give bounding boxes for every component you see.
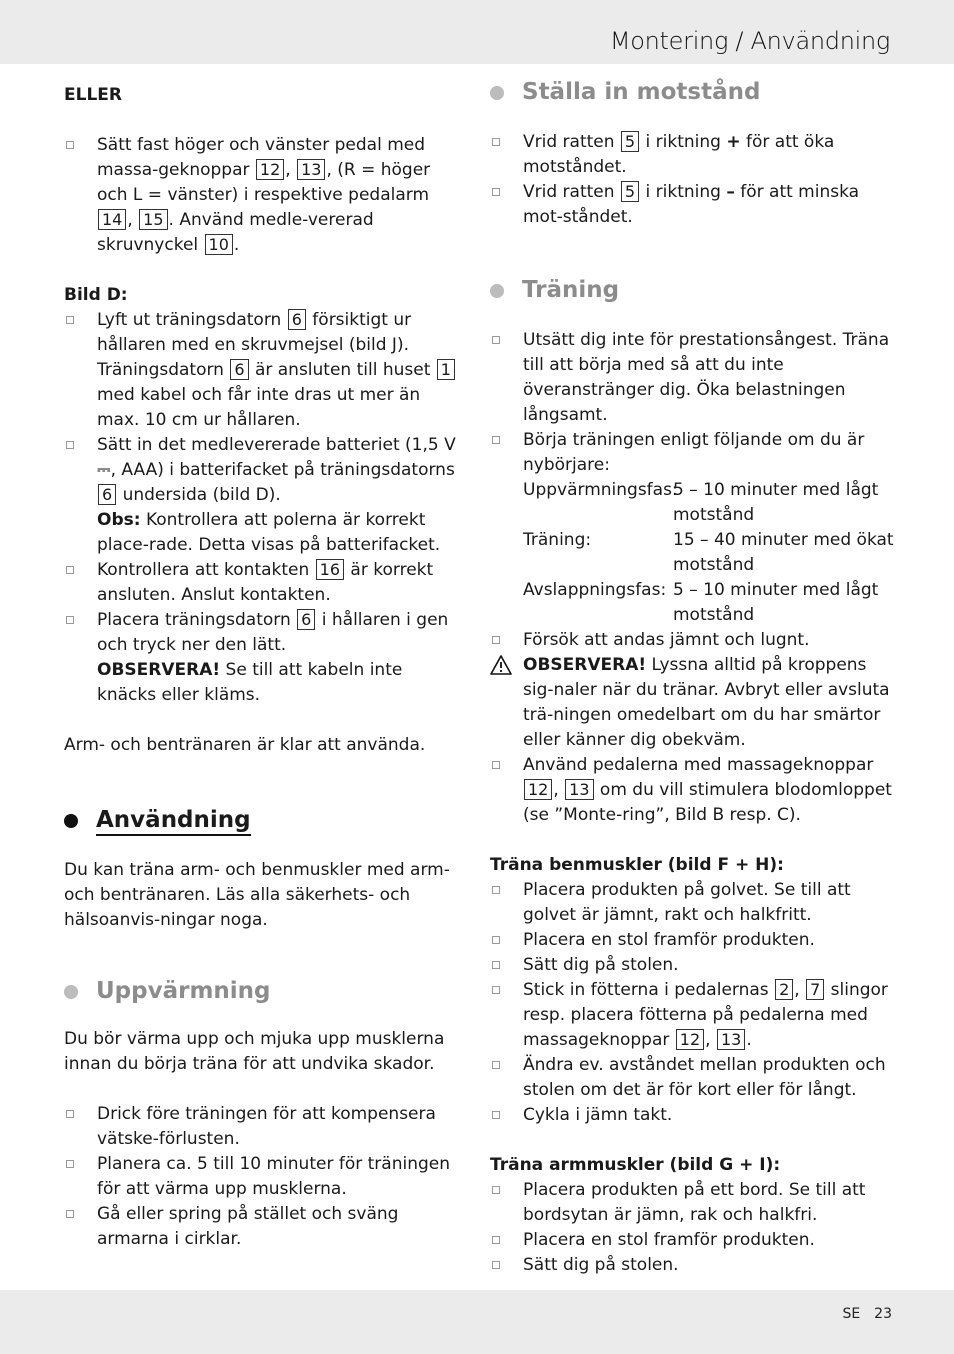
text: Planera ca. 5 till 10 minuter för träningen för att värma upp musklerna.: [97, 1154, 450, 1199]
list-item: [490, 1053, 894, 1103]
bullet-dot-icon: [490, 284, 504, 298]
text: . Använd medle-vererad skruvnyckel: [97, 210, 374, 255]
text: Vrid ratten: [523, 132, 620, 152]
text: Sätt dig på stolen.: [523, 1255, 679, 1275]
checkbox-icon: [66, 616, 74, 624]
ref-number: 13: [717, 1029, 745, 1050]
list-item: [490, 1103, 894, 1128]
ref-number: 15: [139, 209, 167, 230]
text: Kontrollera att polerna är korrekt place-rade. Detta visas på batterifacket.: [97, 510, 441, 555]
page-number: 23: [874, 1306, 892, 1322]
arm-label: Träna armmuskler (bild G + I):: [490, 1155, 781, 1175]
list-item: [64, 1102, 464, 1152]
header-bar: [0, 0, 954, 64]
text: , AAA) i batterifacket på träningsdatorns: [110, 460, 455, 480]
footer-text: [828, 1306, 892, 1322]
text: om du vill stimulera blodomloppet (se ”Monte-ring”, Bild B resp. C).: [523, 780, 892, 825]
uppvarmning-text: Du bör värma upp och mjuka upp musklerna innan du börja träna för att undvika skador.: [64, 1029, 445, 1074]
list-item: [490, 1253, 894, 1278]
list-item: [490, 928, 894, 953]
list-item: [490, 878, 894, 928]
checkbox-icon: [66, 1160, 74, 1168]
motstand-list: [490, 130, 894, 230]
text: i hållaren i gen och tryck ner den lätt.: [97, 610, 449, 655]
checkbox-icon: [66, 316, 74, 324]
checkbox-icon: [492, 636, 500, 644]
checkbox-icon: [66, 1110, 74, 1118]
text: i riktning: [640, 132, 727, 152]
right-column: [490, 80, 894, 1278]
text: Placera en stol framför produkten.: [523, 930, 815, 950]
checkbox-icon: [66, 141, 74, 149]
phase-row: [523, 528, 894, 578]
ref-number: 7: [806, 979, 824, 1000]
text: Placera produkten på ett bord. Se till att bordsytan är jämn, rak och halkfri.: [523, 1180, 866, 1225]
page-title: Montering / Användning: [609, 27, 890, 55]
ref-number: 5: [621, 181, 639, 202]
checkbox-icon: [492, 936, 500, 944]
left-column: [64, 80, 464, 1252]
text: ,: [127, 210, 139, 230]
text: Vrid ratten: [523, 182, 620, 202]
text: Placera träningsdatorn: [97, 610, 297, 630]
arm-list: [490, 1178, 894, 1278]
ben-label: Träna benmuskler (bild F + H):: [490, 855, 784, 875]
phase-row: [523, 578, 894, 628]
list-item: [64, 608, 464, 708]
observera-label: OBSERVERA!: [97, 660, 221, 680]
warning-label: OBSERVERA!: [523, 655, 647, 675]
text: Försök att andas jämnt och lugnt.: [523, 630, 810, 650]
phase-row: [523, 478, 894, 528]
section-heading-anvandning: [64, 806, 464, 836]
text: Lyssna alltid på kroppens sig-naler när du tränar. Avbryt eller avsluta trä-ningen omedelbart om du har smärtor eller känner dig obekväm.: [523, 655, 890, 750]
dc-symbol-icon: ⎓: [97, 460, 111, 480]
minus-sign: –: [726, 182, 735, 202]
phase-value: 5 – 10 minuter med lågt motstånd: [673, 580, 879, 625]
ref-number: 6: [297, 609, 315, 630]
checkbox-icon: [492, 961, 500, 969]
text: Använd pedalerna med massageknoppar: [523, 755, 874, 775]
ben-list: [490, 878, 894, 1128]
checkbox-icon: [492, 761, 500, 769]
ref-number: 12: [676, 1029, 704, 1050]
bullet-dot-icon: [64, 985, 78, 999]
checkbox-icon: [492, 436, 500, 444]
heading-text: Användning: [96, 806, 251, 836]
phase-name: Avslappningsfas:: [523, 580, 667, 600]
text: är ansluten till huset: [249, 360, 436, 380]
bullet-dot-icon: [64, 814, 78, 828]
warning-item: [490, 653, 894, 753]
text: Placera produkten på golvet. Se till att golvet är jämnt, rakt och halkfritt.: [523, 880, 851, 925]
eller-label: ELLER: [64, 85, 122, 105]
list-item: [64, 133, 464, 258]
text: .: [233, 235, 240, 255]
list-item: [490, 1178, 894, 1228]
list-item: [64, 433, 464, 558]
list-item: [490, 978, 894, 1053]
text: Utsätt dig inte för prestationsångest. Träna till att börja med så att du inte överanstränger dig. Öka belastningen långsamt.: [523, 330, 890, 425]
text: ,: [794, 980, 806, 1000]
checkbox-icon: [492, 1236, 500, 1244]
list-item: [490, 1228, 894, 1253]
list-item: [490, 428, 894, 628]
ref-number: 5: [621, 131, 639, 152]
text: Kontrollera att kontakten: [97, 560, 315, 580]
list-item: [490, 753, 894, 828]
text: Sätt dig på stolen.: [523, 955, 679, 975]
footer-bar: [0, 1290, 954, 1354]
anvandning-text: Du kan träna arm- och benmuskler med arm- och bentränaren. Läs alla säkerhets- och hälsoanvis-ningar noga.: [64, 860, 450, 930]
text: för att minska mot-ståndet.: [523, 182, 860, 227]
ready-text: Arm- och bentränaren är klar att använda.: [64, 735, 426, 755]
checkbox-icon: [492, 1111, 500, 1119]
phase-value: 15 – 40 minuter med ökat motstånd: [673, 530, 894, 575]
text: för att öka motståndet.: [523, 132, 835, 177]
checkbox-icon: [492, 886, 500, 894]
checkbox-icon: [492, 1261, 500, 1269]
phase-value: 5 – 10 minuter med lågt motstånd: [673, 480, 879, 525]
checkbox-icon: [66, 566, 74, 574]
phase-name: Uppvärmningsfas:: [523, 480, 678, 500]
ref-number: 6: [288, 309, 306, 330]
text: .: [746, 1030, 752, 1050]
list-item: [64, 1202, 464, 1252]
bild-d-label: Bild D:: [64, 285, 128, 305]
text: , (R = höger och L = vänster) i respektive pedalarm: [97, 160, 431, 205]
warning-triangle-icon: [490, 655, 512, 675]
ref-number: 13: [565, 779, 593, 800]
text: Drick före träningen för att kompensera vätske-förlusten.: [97, 1104, 436, 1149]
checkbox-icon: [66, 441, 74, 449]
text: slingor resp. placera fötterna på pedalerna med massageknoppar: [523, 980, 888, 1050]
text: i riktning: [640, 182, 727, 202]
heading-text: Träning: [522, 277, 620, 303]
text: Placera en stol framför produkten.: [523, 1230, 815, 1250]
heading-text: Uppvärmning: [96, 978, 271, 1004]
bullet-dot-icon: [490, 86, 504, 100]
traning-list: [490, 328, 894, 828]
ref-number: 12: [524, 779, 552, 800]
obs-label: Obs:: [97, 510, 141, 530]
plus-sign: +: [726, 132, 741, 152]
list-item: [64, 308, 464, 433]
list-item: [490, 328, 894, 428]
uppvarmning-list: [64, 1102, 464, 1252]
ref-number: 2: [775, 979, 793, 1000]
text: med kabel och får inte dras ut mer än max. 10 cm ur hållaren.: [97, 385, 421, 430]
section-heading-traning: [490, 278, 894, 303]
text: undersida (bild D).: [117, 485, 281, 505]
section-heading-motstand: [490, 80, 894, 105]
text: Sätt in det medlevererade batteriet (1,5 V: [97, 435, 456, 455]
list-item: [64, 1152, 464, 1202]
text: Cykla i jämn takt.: [523, 1105, 673, 1125]
ref-number: 14: [98, 209, 126, 230]
ref-number: 12: [256, 159, 284, 180]
text: Gå eller spring på stället och sväng armarna i cirklar.: [97, 1204, 399, 1249]
ref-number: 16: [316, 559, 344, 580]
language-code: SE: [842, 1306, 861, 1322]
heading-text: Ställa in motstånd: [522, 79, 761, 105]
text: ,: [285, 160, 297, 180]
text: ,: [553, 780, 565, 800]
text: Stick in fötterna i pedalernas: [523, 980, 775, 1000]
text: Ändra ev. avståndet mellan produkten och stolen om det är för kort eller för långt.: [523, 1055, 886, 1100]
text: är korrekt ansluten. Anslut kontakten.: [97, 560, 434, 605]
checkbox-icon: [492, 138, 500, 146]
text: ,: [705, 1030, 716, 1050]
ref-number: 6: [98, 484, 116, 505]
list-item: [64, 558, 464, 608]
checkbox-icon: [492, 1186, 500, 1194]
checkbox-icon: [492, 986, 500, 994]
ref-number: 1: [437, 359, 455, 380]
checkbox-icon: [66, 1210, 74, 1218]
phase-name: Träning:: [523, 530, 592, 550]
checkbox-icon: [492, 188, 500, 196]
list-item: [490, 130, 894, 180]
text: Sätt fast höger och vänster pedal med massa-geknoppar: [97, 135, 426, 180]
ref-number: 6: [230, 359, 248, 380]
ref-number: 10: [205, 234, 233, 255]
bild-d-list: [64, 308, 464, 708]
list-item: [490, 953, 894, 978]
text: Se till att kabeln inte knäcks eller kläms.: [97, 660, 403, 705]
list-item: [490, 628, 894, 653]
text: Börja träningen enligt följande om du är nybörjare:: [523, 430, 865, 475]
text: försiktigt ur hållaren med en skruvmejsel (bild J). Träningsdatorn: [97, 310, 412, 380]
list-item: [490, 180, 894, 230]
section-heading-uppvarmning: [64, 979, 464, 1004]
ref-number: 13: [297, 159, 325, 180]
checkbox-icon: [492, 1061, 500, 1069]
text: Lyft ut träningsdatorn: [97, 310, 287, 330]
checkbox-icon: [492, 336, 500, 344]
eller-list: [64, 133, 464, 258]
